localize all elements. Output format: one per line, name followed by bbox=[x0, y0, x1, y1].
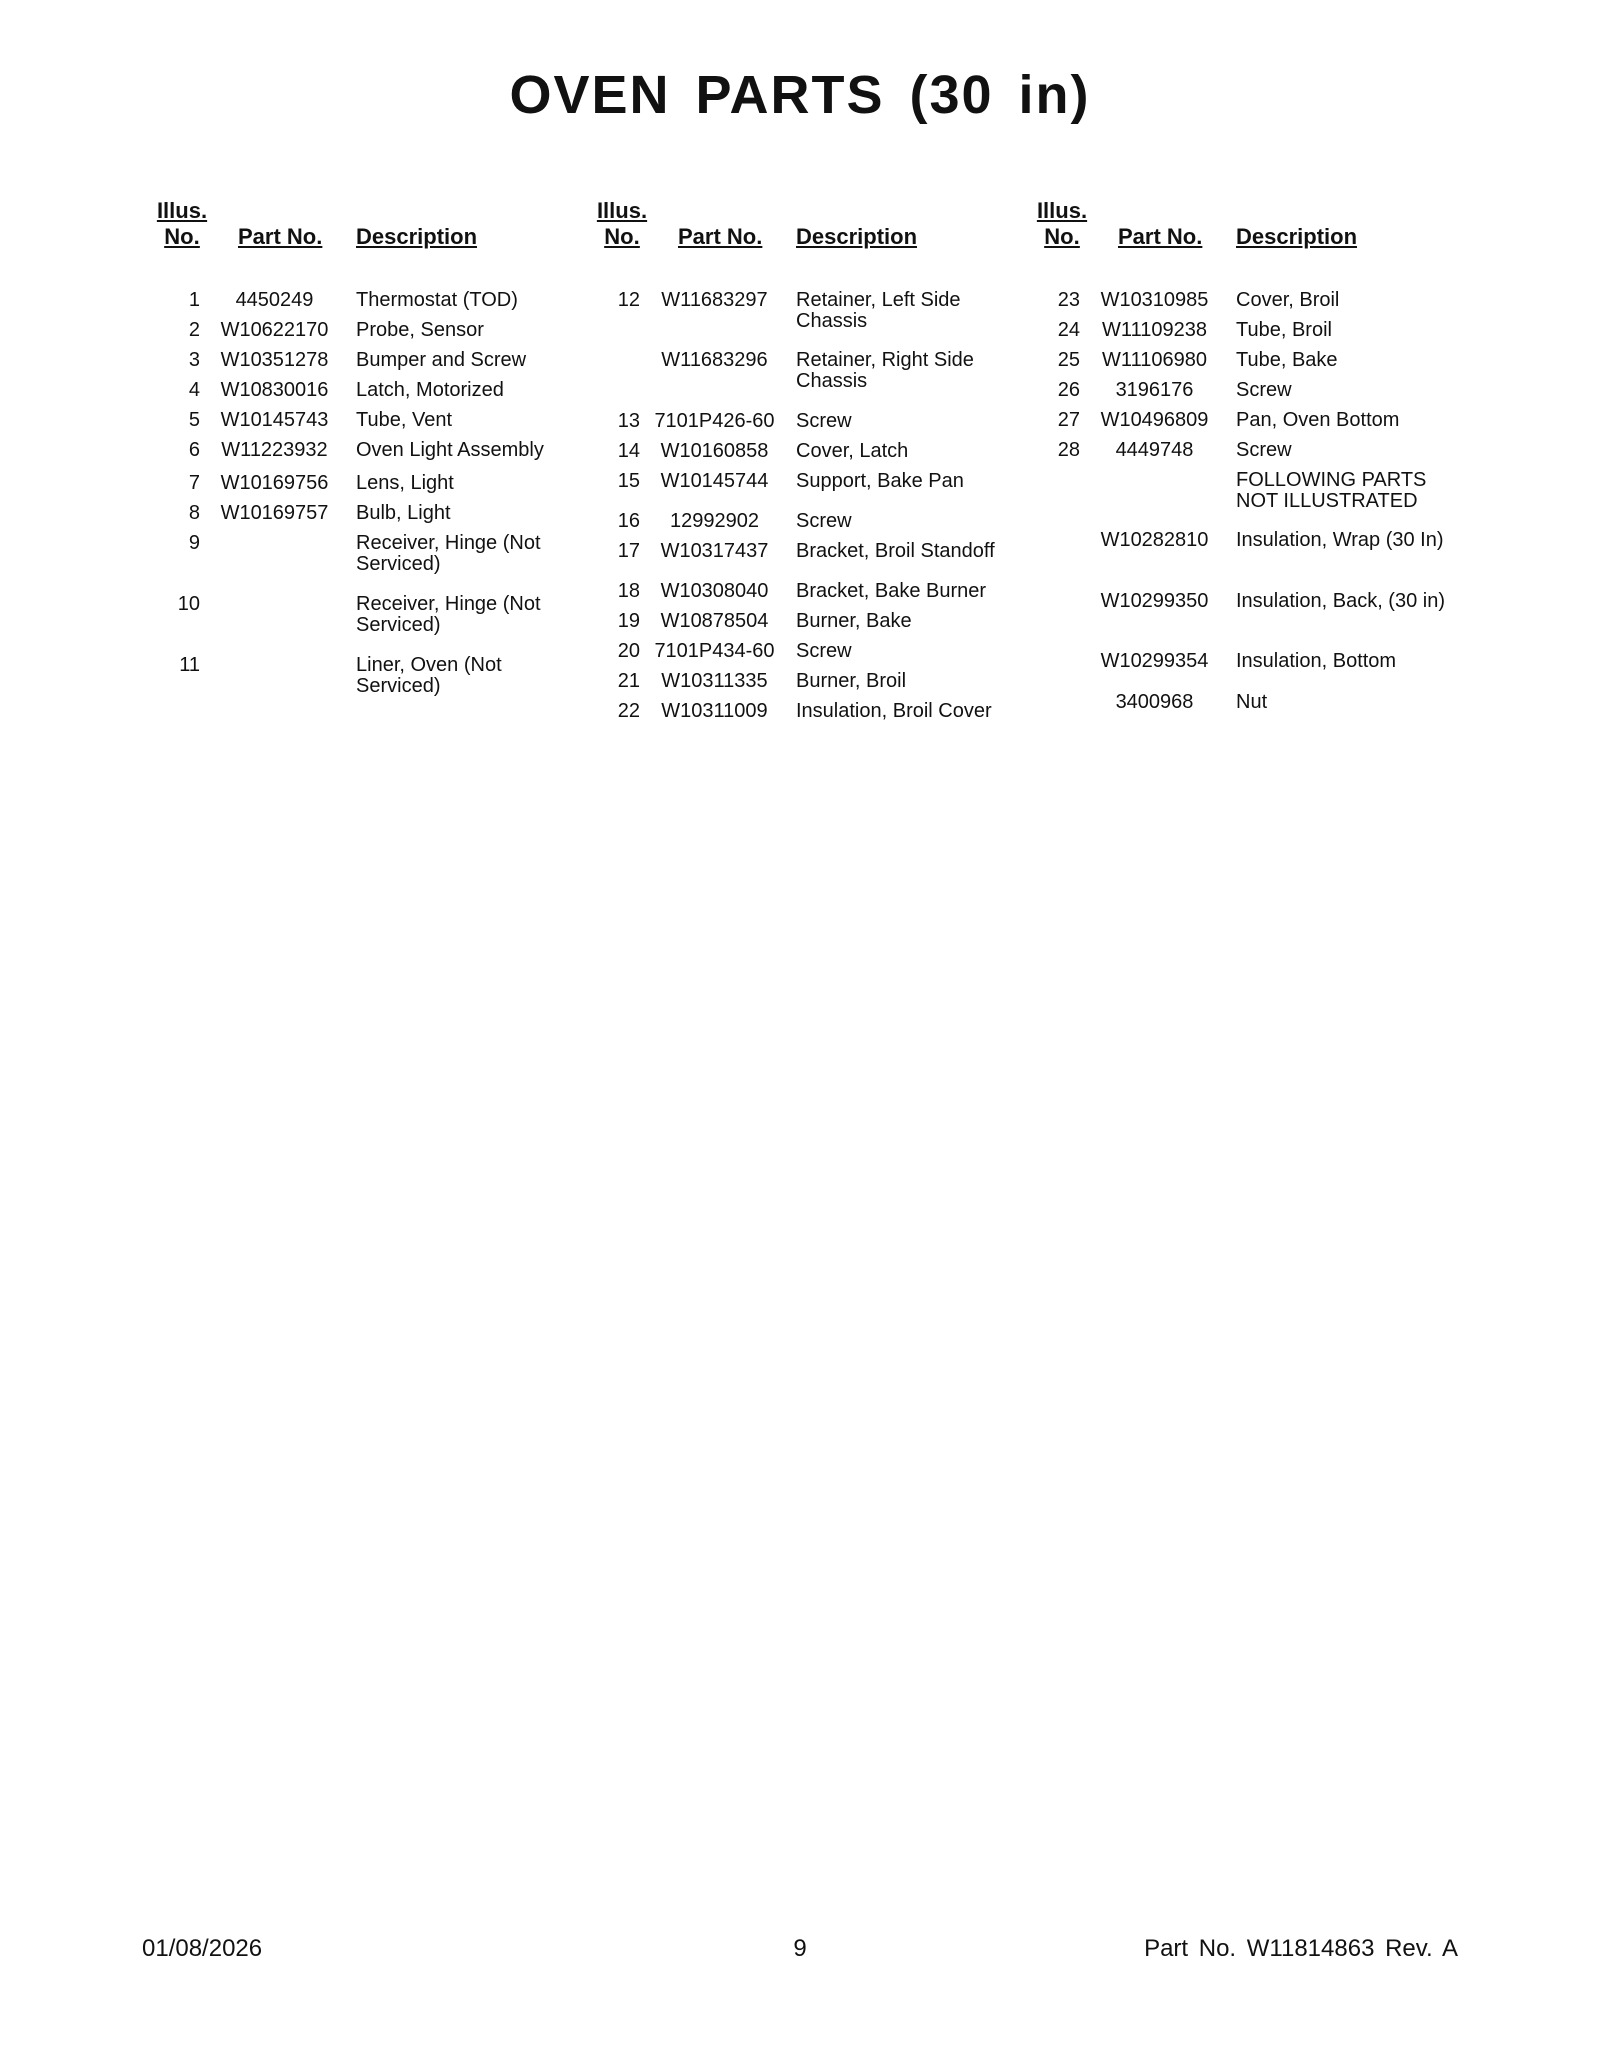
part-description: Screw bbox=[796, 640, 852, 662]
header-description: Description bbox=[1236, 224, 1358, 249]
part-description: Lens, Light bbox=[356, 472, 454, 494]
part-description: Screw bbox=[796, 410, 852, 432]
part-description: Nut bbox=[1236, 691, 1268, 713]
footer-date: 01/08/2026 bbox=[142, 1935, 263, 1962]
header-no-label: No. bbox=[604, 224, 640, 249]
header-illus-no bbox=[1032, 198, 1092, 250]
part-description: Tube, Vent bbox=[356, 409, 452, 431]
part-number: 4450249 bbox=[235, 289, 314, 311]
part-number: 4449748 bbox=[1115, 439, 1194, 461]
header-part-no: Part No. bbox=[678, 224, 763, 249]
part-number: W11223932 bbox=[221, 439, 328, 461]
illus-number: 11 bbox=[179, 654, 200, 676]
part-description: Screw bbox=[1236, 439, 1292, 461]
part-description: Retainer, Right Side Chassis bbox=[796, 349, 974, 392]
header-description: Description bbox=[796, 224, 918, 249]
illus-number: 28 bbox=[1057, 439, 1080, 461]
illus-number: 8 bbox=[188, 502, 200, 524]
column-header bbox=[152, 198, 592, 254]
illus-number: 15 bbox=[617, 470, 640, 492]
part-description: Retainer, Left Side Chassis bbox=[796, 289, 961, 332]
illus-number: 25 bbox=[1057, 349, 1080, 371]
part-description: Receiver, Hinge (Not Serviced) bbox=[356, 593, 541, 636]
part-number: W10311009 bbox=[661, 700, 768, 722]
part-description: Insulation, Broil Cover bbox=[796, 700, 992, 722]
illus-number: 16 bbox=[617, 510, 640, 532]
part-number: W11683297 bbox=[661, 289, 768, 311]
part-number: W11109238 bbox=[1102, 319, 1207, 341]
part-number: W11106980 bbox=[1102, 349, 1207, 371]
illus-number: 23 bbox=[1057, 289, 1080, 311]
illus-number: 27 bbox=[1057, 409, 1080, 431]
part-number: W10169756 bbox=[220, 472, 329, 494]
illus-number: 5 bbox=[188, 409, 200, 431]
header-illus-label: Illus. bbox=[156, 198, 208, 223]
part-number: W10145744 bbox=[660, 470, 769, 492]
part-description: Screw bbox=[1236, 379, 1292, 401]
part-number: 12992902 bbox=[670, 510, 759, 532]
part-number: W10310985 bbox=[1100, 289, 1209, 311]
part-number: W10299350 bbox=[1100, 590, 1209, 612]
part-number: 3400968 bbox=[1115, 691, 1194, 713]
part-description: Liner, Oven (Not Serviced) bbox=[356, 654, 502, 697]
page-title: OVEN PARTS (30 in) bbox=[509, 65, 1091, 125]
header-no-label: No. bbox=[1044, 224, 1080, 249]
header-illus-label: Illus. bbox=[596, 198, 648, 223]
illus-number: 7 bbox=[188, 472, 200, 494]
illus-number: 2 bbox=[188, 319, 200, 341]
part-description: Insulation, Back, (30 in) bbox=[1236, 590, 1445, 612]
part-number: 3196176 bbox=[1115, 379, 1194, 401]
part-description: Burner, Broil bbox=[796, 670, 907, 692]
part-description: Bulb, Light bbox=[356, 502, 451, 524]
footer-page-number: 9 bbox=[793, 1935, 807, 1962]
part-number: W10317437 bbox=[660, 540, 769, 562]
illus-number: 1 bbox=[188, 289, 200, 311]
illus-number: 6 bbox=[188, 439, 200, 461]
part-number: W10308040 bbox=[660, 580, 769, 602]
part-number: W10311335 bbox=[661, 670, 768, 692]
illus-number: 3 bbox=[188, 349, 200, 371]
part-description: Receiver, Hinge (Not Serviced) bbox=[356, 532, 541, 575]
illus-number: 22 bbox=[617, 700, 640, 722]
part-description: Latch, Motorized bbox=[356, 379, 504, 401]
part-description: Tube, Bake bbox=[1236, 349, 1338, 371]
illus-number: 26 bbox=[1057, 379, 1080, 401]
part-number: W10878504 bbox=[660, 610, 769, 632]
part-description: Insulation, Bottom bbox=[1236, 650, 1397, 672]
part-description: Screw bbox=[796, 510, 852, 532]
part-description: Bracket, Bake Burner bbox=[796, 580, 987, 602]
column-header bbox=[1032, 198, 1472, 254]
illus-number: 24 bbox=[1057, 319, 1080, 341]
part-description: Bumper and Screw bbox=[356, 349, 527, 371]
part-description: Cover, Latch bbox=[796, 440, 909, 462]
part-description: Tube, Broil bbox=[1236, 319, 1332, 341]
part-description: Thermostat (TOD) bbox=[356, 289, 518, 311]
part-number: 7101P434-60 bbox=[654, 640, 775, 662]
part-number: W10282810 bbox=[1100, 529, 1209, 551]
part-number: W10496809 bbox=[1100, 409, 1209, 431]
part-number: W10299354 bbox=[1100, 650, 1209, 672]
header-part-no: Part No. bbox=[238, 224, 323, 249]
column-header bbox=[592, 198, 1032, 254]
part-description: Bracket, Broil Standoff bbox=[796, 540, 995, 562]
part-number: 7101P426-60 bbox=[654, 410, 775, 432]
part-description: Probe, Sensor bbox=[356, 319, 484, 341]
illus-number: 14 bbox=[617, 440, 640, 462]
part-number: W10160858 bbox=[660, 440, 769, 462]
part-description: Cover, Broil bbox=[1236, 289, 1340, 311]
header-part-no: Part No. bbox=[1118, 224, 1203, 249]
footer-part-number: Part No. W11814863 Rev. A bbox=[1144, 1935, 1458, 1962]
illus-number: 21 bbox=[617, 670, 640, 692]
part-number: W10351278 bbox=[220, 349, 329, 371]
header-no-label: No. bbox=[164, 224, 200, 249]
illus-number: 20 bbox=[617, 640, 640, 662]
header-illus-label: Illus. bbox=[1036, 198, 1088, 223]
part-description: Insulation, Wrap (30 In) bbox=[1236, 529, 1444, 551]
part-description: Oven Light Assembly bbox=[356, 439, 544, 461]
part-description: Burner, Bake bbox=[796, 610, 912, 632]
part-number: W10830016 bbox=[220, 379, 329, 401]
part-description: FOLLOWING PARTS NOT ILLUSTRATED bbox=[1236, 469, 1427, 512]
part-number: W10169757 bbox=[220, 502, 329, 524]
illus-number: 12 bbox=[617, 289, 640, 311]
illus-number: 10 bbox=[177, 593, 200, 615]
part-number: W11683296 bbox=[661, 349, 768, 371]
part-description: Pan, Oven Bottom bbox=[1236, 409, 1400, 431]
part-number: W10622170 bbox=[220, 319, 329, 341]
illus-number: 18 bbox=[617, 580, 640, 602]
header-illus-no bbox=[592, 198, 652, 250]
illus-number: 9 bbox=[188, 532, 200, 554]
illus-number: 17 bbox=[617, 540, 640, 562]
header-illus-no bbox=[152, 198, 212, 250]
illus-number: 4 bbox=[188, 379, 200, 401]
illus-number: 13 bbox=[617, 410, 640, 432]
part-number: W10145743 bbox=[220, 409, 329, 431]
header-description: Description bbox=[356, 224, 478, 249]
part-description: Support, Bake Pan bbox=[796, 470, 964, 492]
illus-number: 19 bbox=[617, 610, 640, 632]
